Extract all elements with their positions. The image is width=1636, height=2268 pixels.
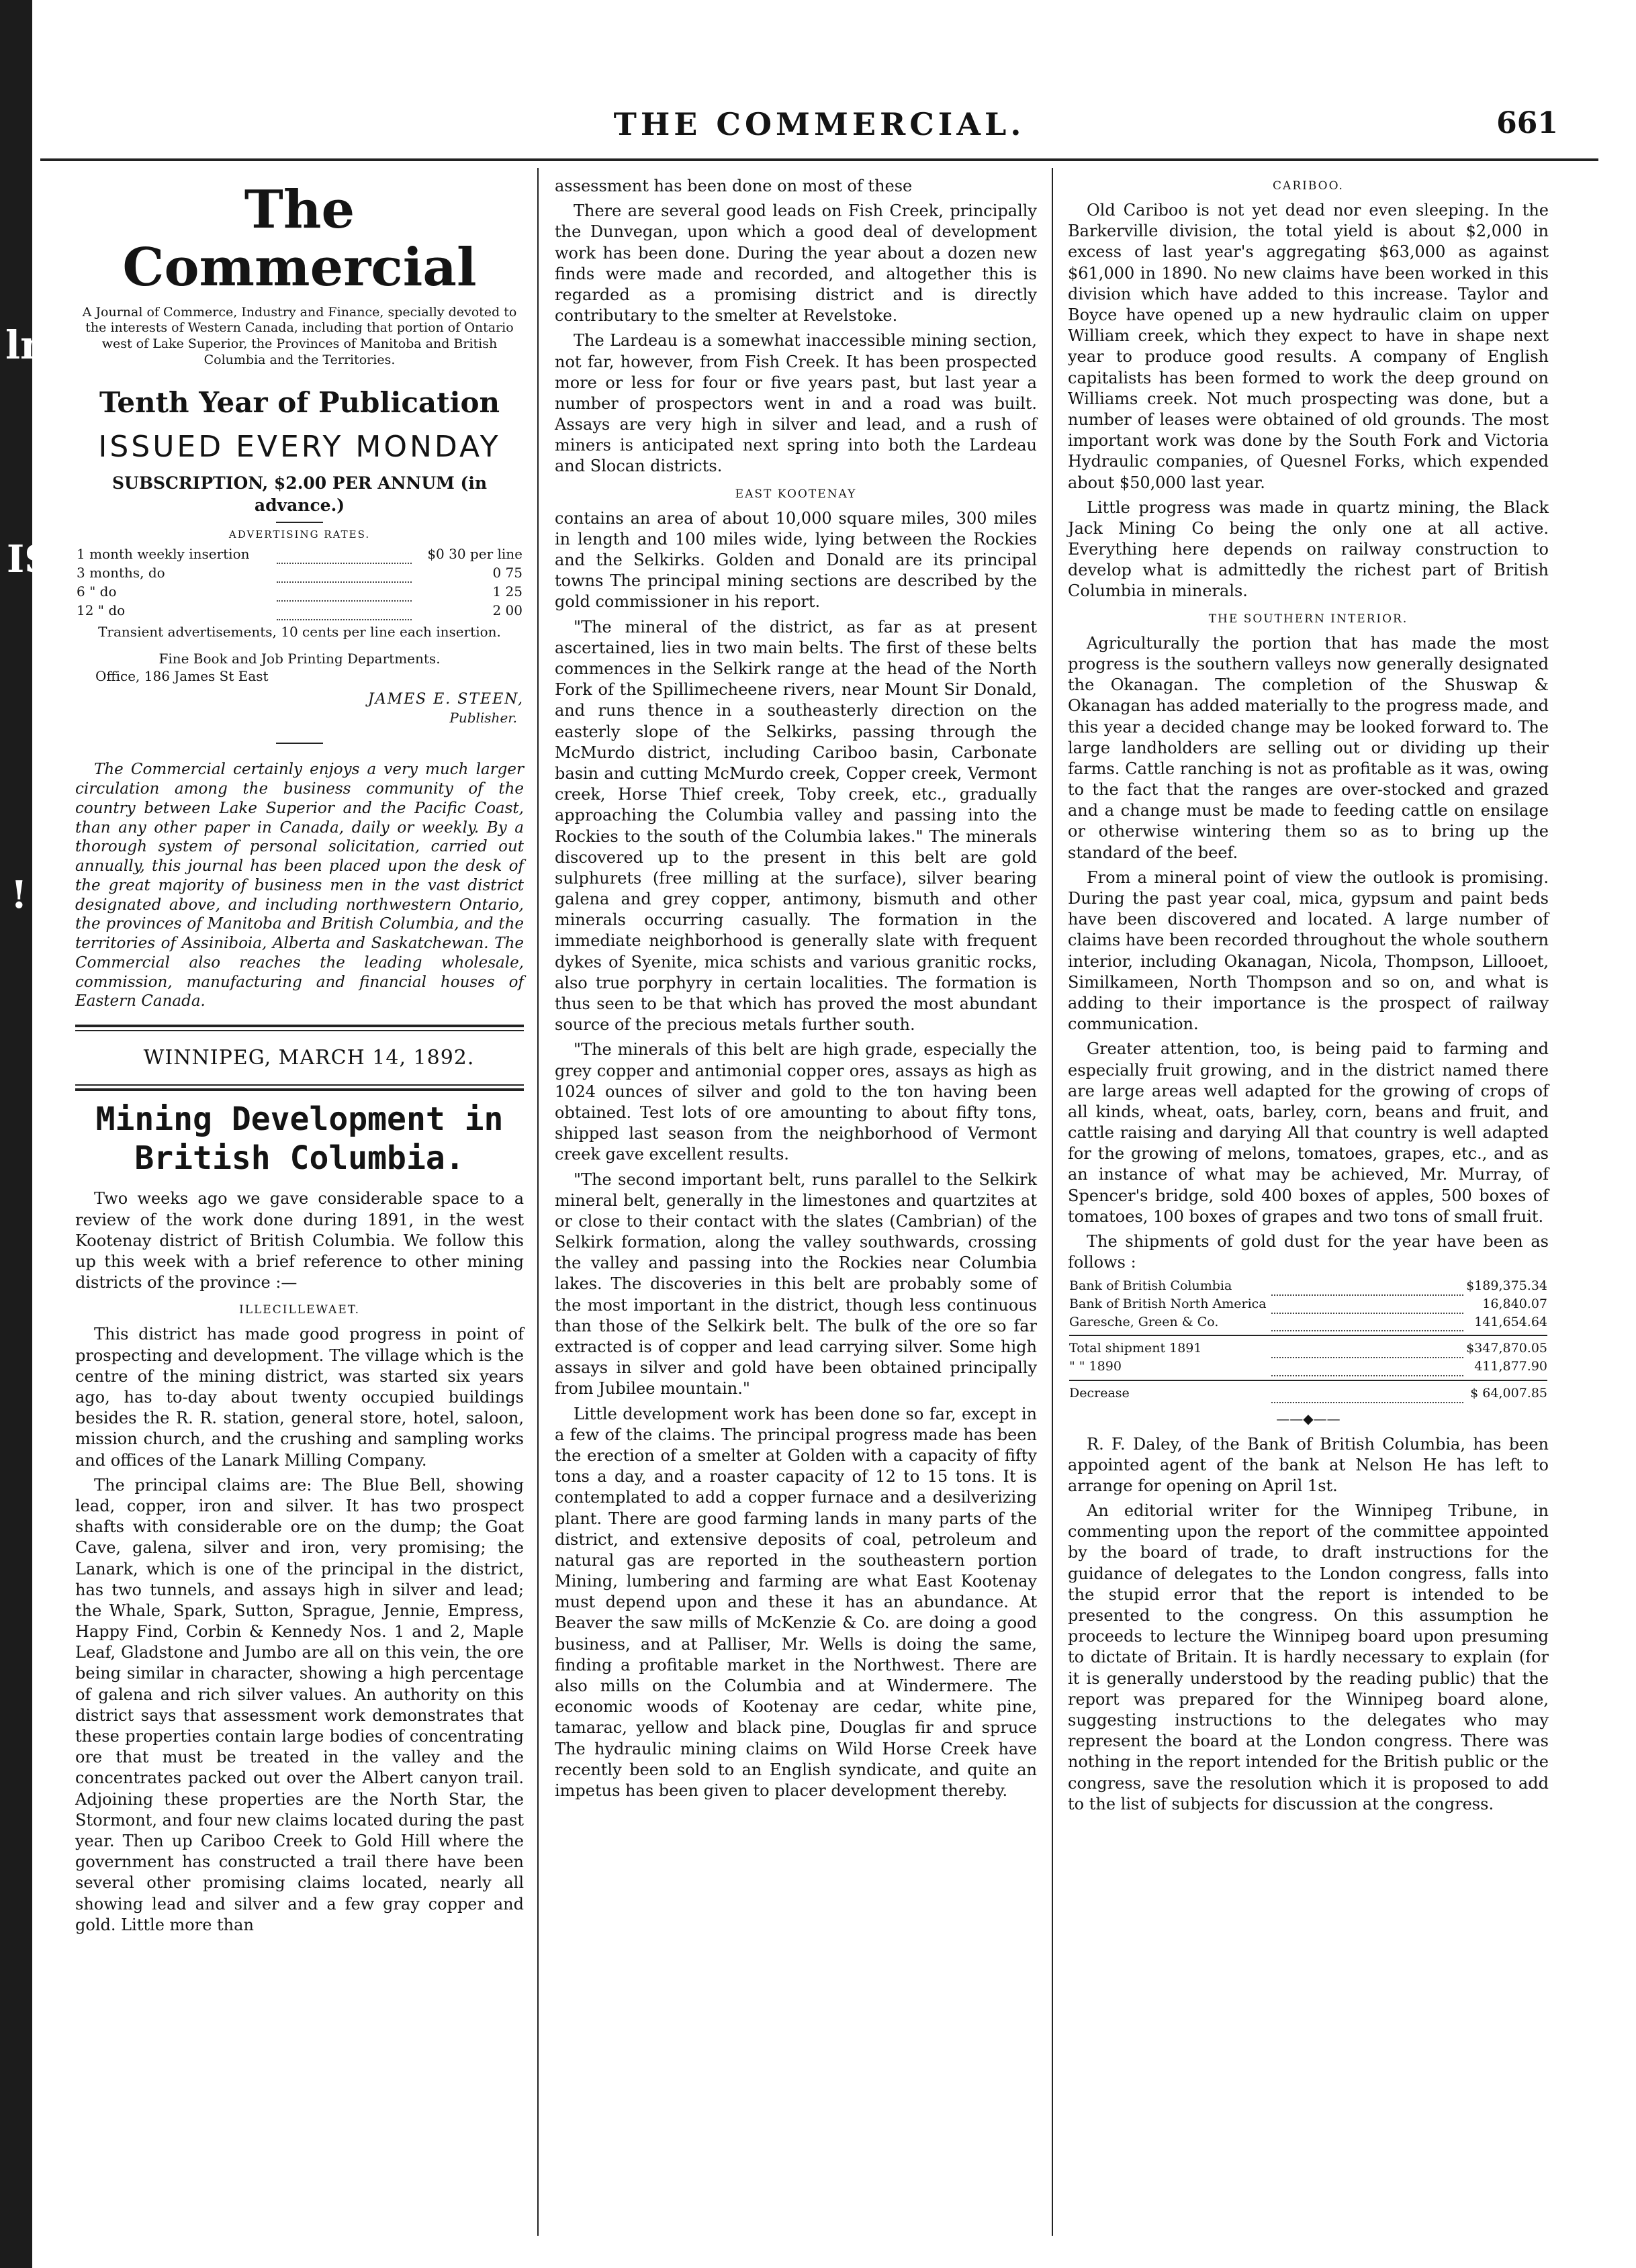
article-paragraph: The shipments of gold dust for the year have been as follows : (1068, 1232, 1549, 1272)
table-row: Garesche, Green & Co. 141,654.64 (1068, 1313, 1549, 1331)
table-row: Bank of British North America 16,840.07 (1068, 1295, 1549, 1313)
gold-shipments-table (1068, 1277, 1549, 1403)
article-paragraph: From a mineral point of view the outlook is promising. During the past year coal, mica, gypsum and paint beds have been discovered and located. A large number of claims have been recorded throughout the whole southern interior, including Okanagan, Nicola, Thompson, Lillooet, Similkameen, North Thompson and so on, and what is adding to their importance is the prospect of railway communication. (1068, 867, 1549, 1034)
running-header (81, 101, 1558, 148)
article-paragraph: "The minerals of this belt are high grade, especially the grey copper and antimonial copper ores, assays as high as 1024 ounces of silver and gold to the ton having been obtained. Test lots of ore amounting to about fifty tons, shipped last season from the neighborhood of Vermont creek gave excellent results. (555, 1040, 1037, 1164)
section-heading-southern-interior: THE SOUTHERN INTERIOR. (1208, 612, 1408, 626)
publisher-name: JAMES E. STEEN, (367, 690, 524, 708)
article-paragraph: Greater attention, too, is being paid to farming and especially fruit growing, and in the district named there are large areas well adapted for the growing of crops of all kinds, wheat, oats, barley, corn, beans and fruit, and cattle raising and darying All that country is well adapted for the growing of melons, tomatoes, grapes, etc., and as an instance of what may be achieved, Mr. Murray, of Spencer's bridge, sold 400 boxes of apples, 500 boxes of tomatoes, 100 boxes of grapes and two tons of small fruit. (1068, 1039, 1549, 1226)
table-row: Total shipment 1891 $347,870.05 (1068, 1339, 1549, 1358)
masthead-title: The Commercial (122, 179, 477, 298)
office-address: Office, 186 James St East (95, 667, 269, 684)
column-2 (555, 176, 1037, 1805)
rate-row: 3 months, do 0 75 (77, 564, 522, 581)
rate-row: 12 " do 2 00 (77, 602, 522, 618)
binding-edge-marks: lnd IS ! (5, 322, 76, 917)
section-heading-illecillewaet: ILLECILLEWAET. (239, 1303, 360, 1317)
masthead-description: A Journal of Commerce, Industry and Finance, specially devoted to the interests of Western Canada, including that portion of Ontario west of Lake Superior, the Provinces of Manitoba and British Columbia and the Territories. (82, 304, 517, 367)
section-heading-east-kootenay: EAST KOOTENAY (735, 487, 857, 501)
rates-table (75, 545, 524, 620)
article-paragraph: Old Cariboo is not yet dead nor even sleeping. In the Barkerville division, the total yield is about $2,000 in excess of last year's aggregating $63,000 as against $61,000 in 1890. No new claims have been worked in this division which have added to this increase. Taylor and Boyce have opened up a new hydraulic claim on upper William creek, which they expect to have in shape next year to produce good results. A company of English capitalists has been formed to work the deep ground on Williams creek. Not much prospecting was done, but a number of leases were obtained of old grounds. The most important work was done by the South Fork and Victoria Hydraulic companies, of Quesnel Forks, which expended about $50,000 last year. (1068, 201, 1549, 492)
printing-departments: Fine Book and Job Printing Departments. (158, 650, 441, 667)
table-row: Bank of British Columbia $189,375.34 (1068, 1277, 1549, 1295)
article-paragraph: "The mineral of the district, as far as at present ascertained, lies in two main belts. The first of these belts commences in the Selkirk range at the head of the North Fork of the Spillimecheene rivers, near Mount Sir Donald, and runs thence in a southeasterly direction on the easterly slope of the Selkirks, passing through the McMurdo district, including Cariboo basin, Carbonate basin and cutting McMurdo creek, Copper creek, Vermont creek, Horse Thief creek, Toby creek, etc., gradually approaching the Columbia valley and passing into the Rockies to the south of the Columbia lakes." The minerals discovered up to the present in this belt are gold sulphurets (free milling at the surface), silver bearing galena and grey copper, antimony, bismuth and other minerals occurring casually. The formation in the immediate neighborhood is generally slate with frequent dykes of Syenite, mica schists and various granitic rocks, also true porphyry in certain localities. The formation is thus seen to be that which has proved the most abundant source of the precious metals further south. (555, 617, 1037, 1035)
article-paragraph: assessment has been done on most of these (555, 177, 913, 195)
table-row: Decrease $ 64,007.85 (1068, 1384, 1549, 1403)
column-3 (1068, 176, 1549, 1819)
publisher-role: Publisher. (449, 710, 517, 726)
subscription-line: SUBSCRIPTION, $2.00 PER ANNUM (in advance.) (111, 473, 488, 515)
header-rule (40, 158, 1598, 161)
circulation-notice: The Commercial certainly enjoys a very much larger circulation among the business community of the country between Lake Superior and the Pacific Coast, than any other paper in Canada, daily or weekly. By a thorough system of personal solicitation, carried out annually, this journal has been placed upon the desk of the great majority of business men in the vast district designated above, and including northwestern Ontario, the provinces of Manitoba and British Columbia, and the territories of Assiniboia, Alberta and Saskatchewan. The Commercial also reaches the leading wholesale, commission, manufacturing and financial houses of Eastern Canada. (75, 761, 524, 1010)
page-number: 661 (1496, 106, 1558, 140)
table-row: " " 1890 411,877.90 (1068, 1358, 1549, 1376)
article-paragraph: Agriculturally the portion that has made the most progress is the southern valleys now generally designated the Okanagan. The completion of the Shuswap & Okanagan has added materially to the progress made, and this year a decided change may be looked forward to. The large landholders are selling out or dividing up their farms. Cattle ranching is not as profitable as it was, owing to the fact that the ranges are over-stocked and grazed and a change must be made to feeding cattle on ensilage or otherwise wintering them so as to bring up the standard of the beef. (1068, 633, 1549, 862)
column-rule-2 (1052, 168, 1053, 2236)
note-paragraph: R. F. Daley, of the Bank of British Columbia, has been appointed agent of the bank at Nelson He has left to arrange for opening on April 1st. (1068, 1434, 1549, 1495)
article-paragraph: Two weeks ago we gave considerable space to a review of the work done during 1891, in the west Kootenay district of British Columbia. We follow this up this week with a brief reference to other mining districts of the province :— (75, 1189, 524, 1292)
article-headline: Mining Development in British Columbia. (95, 1100, 504, 1177)
column-rule-1 (537, 168, 539, 2236)
note-paragraph: An editorial writer for the Winnipeg Tribune, in commenting upon the report of the committee appointed by the board of trade, to draft instructions for the guidance of delegates to the London congress, falls into the stupid error that the report is intended to be presented to the congress. On this assumption he proceeds to lecture the Winnipeg board upon presuming to dictate of Britain. It is hardly necessary to explain (for it is generally understood by the reading public) that the report was prepared for the Winnipeg board alone, suggesting instructions to the delegates who may represent the board at the London congress. There was nothing in the report intended for the British public or the congress, save the resolution which it is proposed to add to the list of subjects for discussion at the congress. (1068, 1501, 1549, 1813)
transient-rates: Transient advertisements, 10 cents per line each insertion. (98, 623, 501, 640)
ornament-divider: ——◆—— (1276, 1410, 1340, 1427)
column-1 (75, 181, 524, 1940)
rates-title: ADVERTISING RATES. (228, 528, 371, 541)
article-paragraph: The principal claims are: The Blue Bell, showing lead, copper, iron and silver. It has two prospect shafts with considerable ore on the dump; the Goat Cave, galena, silver and iron, very promising; the Lanark, which is one of the principal in the district, has two tunnels, and assays high in silver and lead; the Whale, Spark, Sutton, Sprague, Jennie, Empress, Happy Find, Corbin & Kennedy Nos. 1 and 2, Maple Leaf, Gladstone and Jumbo are all on this vein, the ore being similar in character, showing a high percentage of galena and rich silver values. An authority on this district says that assessment work demonstrates that these properties contain large bodies of concentrating ore that must be treated in the valley and the concentrates packed out over the Albert canyon trail. Adjoining these properties are the North Star, the Stormont, and four new claims located during the past year. Then up Cariboo Creek to Gold Hill where the government has constructed a trail there have been several other promising claims located, nearly all showing lead and silver and a few gray copper and gold. Little more than (75, 1475, 524, 1934)
article-paragraph: contains an area of about 10,000 square miles, 300 miles in length and 100 miles wide, lying between the Rockies and the Selkirks. Golden and Donald are its principal towns The principal mining sections are described by the gold commissioner in his report. (555, 508, 1037, 612)
article-paragraph: The Lardeau is a somewhat inaccessible mining section, not far, however, from Fish Creek. It has been prospected more or less for four or five years past, but last year a number of prospectors went in and a road was built. Assays are very high in silver and lead, and a rush of miners is anticipated next spring into both the Lardeau and Slocan districts. (555, 331, 1037, 476)
rate-row: 6 " do 1 25 (77, 583, 522, 600)
section-heading-cariboo: CARIBOO. (1273, 179, 1344, 193)
publication-year: Tenth Year of Publication (99, 385, 500, 419)
article-paragraph: Little development work has been done so far, except in a few of the claims. The principal progress made has been the erection of a smelter at Golden with a capacity of fifty tons a day, and a roaster capacity of 12 to 15 tons. It is contemplated to add a copper furnace and a desilverizing plant. There are good farming lands in many parts of the district, and extensive deposits of coal, petroleum and natural gas are reported in the southeastern portion Mining, lumbering and farming are what East Kootenay must depend upon and these it has an abundance. At Beaver the saw mills of McKenzie & Co. are doing a good business, and at Palliser, Mr. Wells is doing the same, finding a profitable market in the Northwest. There are also mills on the Columbia and at Windermere. The economic woods of Kootenay are cedar, white pine, tamarac, yellow and black pine, Douglas fir and spruce The hydraulic mining claims on Wild Horse Creek have recently been sold to an English syndicate, and quite an impetus has been given to placer development thereby. (555, 1404, 1037, 1800)
dateline: WINNIPEG, MARCH 14, 1892. (143, 1046, 475, 1070)
issued-schedule: ISSUED EVERY MONDAY (98, 430, 501, 465)
header-title: THE COMMERCIAL. (613, 106, 1026, 142)
article-paragraph: "The second important belt, runs parallel to the Selkirk mineral belt, generally in the limestones and quartzites at or close to their contact with the slates (Cambrian) of the Selkirk formation, along the valley southwards, crossing the valley and passing into the Rockies near Columbia lakes. The discoveries in this belt are probably some of the most important in the district, though less continuous than those of the Selkirk belt. The bulk of the ore so far extracted is of copper and lead carrying silver. Some high assays in silver and gold have been obtained principally from Jubilee mountain." (555, 1170, 1037, 1399)
article-paragraph: There are several good leads on Fish Creek, principally the Dunvegan, upon which a good deal of development work has been done. During the year about a dozen new finds were made and recorded, and altogether this is regarded as a promising district and is directly contributary to the smelter at Revelstoke. (555, 201, 1037, 326)
article-paragraph: This district has made good progress in point of prospecting and development. The village which is the centre of the mining district, was started six years ago, has to-day about twenty occupied buildings besides the R. R. station, general store, hotel, saloon, mission church, and the crushing and sampling works and offices of the Lanark Milling Company. (75, 1325, 524, 1470)
rate-row: 1 month weekly insertion $0 30 per line (77, 545, 522, 562)
article-paragraph: Little progress was made in quartz mining, the Black Jack Mining Co being the only one at all active. Everything here depends on railway construction to develop what is admittedly the richest part of British Columbia in minerals. (1068, 498, 1549, 601)
